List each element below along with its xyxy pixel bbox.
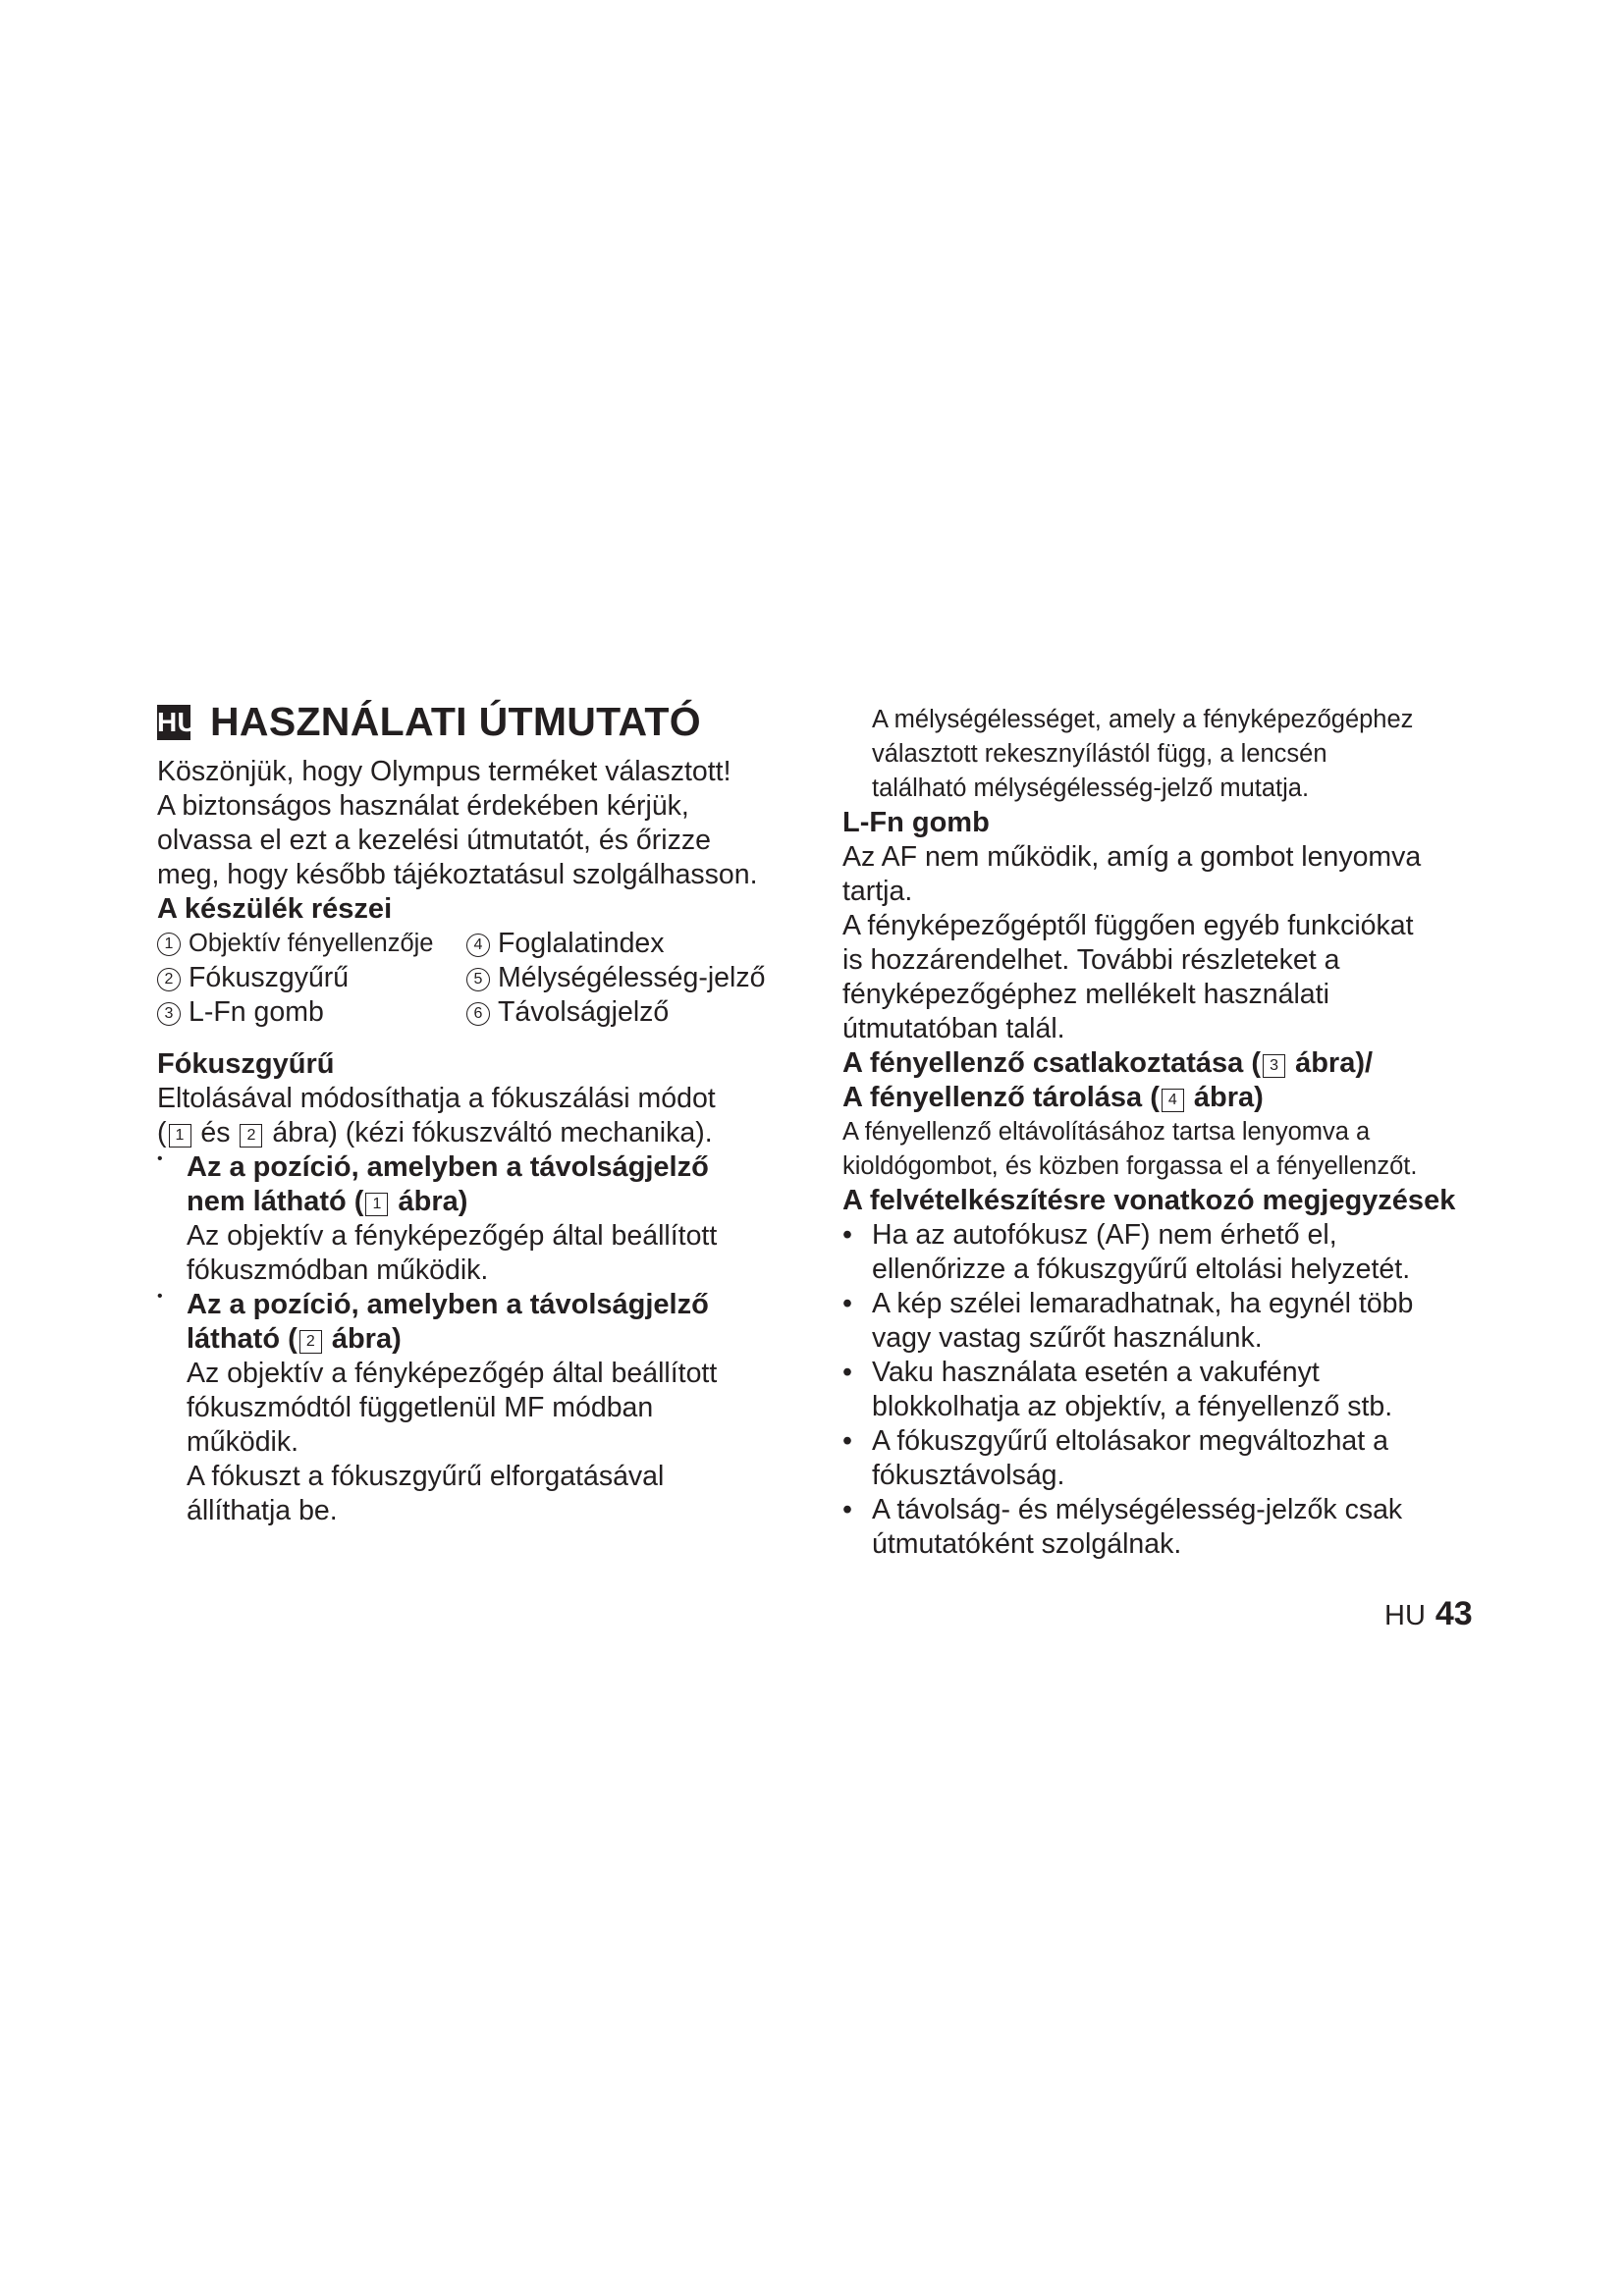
bullet-heading [187, 1322, 795, 1357]
text-fragment: nem látható ( [187, 1186, 364, 1217]
intro-line: olvassa el ezt a kezelési útmutatót, és őrizze [157, 825, 711, 856]
title-text: HASZNÁLATI ÚTMUTATÓ [210, 699, 701, 744]
lfn-line: is hozzárendelhet. További részleteket a [842, 944, 1340, 976]
focus-ring-heading: Fókuszgyűrű [157, 1048, 335, 1080]
right-column [842, 703, 1490, 1562]
focus-bullet [157, 1288, 795, 1528]
notes-list [842, 1218, 1490, 1562]
text-fragment: látható ( [187, 1323, 298, 1355]
lfn-text [842, 840, 1490, 1046]
intro-line: meg, hogy később tájékoztatásul szolgálhasson. [157, 859, 758, 890]
language-badge: HU [157, 705, 190, 740]
part-number: 1 [157, 933, 181, 956]
note-line: • Vaku használata esetén a vakufényt [872, 1357, 1320, 1388]
page-number: 43 [1435, 1595, 1473, 1632]
text-fragment: ábra) [323, 1323, 402, 1355]
note-line: ellenőrizze a fókuszgyűrű eltolási helyzetét. [872, 1254, 1411, 1285]
focus-ring-line: Eltolásával módosíthatja a fókuszálási módot [157, 1083, 716, 1114]
parts-heading: A készülék részei [157, 893, 393, 925]
text-fragment: ( [157, 1117, 167, 1148]
bullet-text: működik. [187, 1426, 299, 1458]
bullet-text: Az objektív a fényképezőgép által beállított [187, 1358, 718, 1389]
intro-line: A biztonságos használat érdekében kérjük, [157, 790, 689, 822]
lfn-line: útmutatóban talál. [842, 1013, 1065, 1044]
part-item [157, 995, 466, 1030]
figure-ref: 1 [365, 1193, 388, 1216]
hood-line: A fényellenző eltávolításához tartsa lenyomva a [842, 1118, 1371, 1146]
part-item [157, 927, 466, 961]
note-item [842, 1356, 1490, 1424]
text-fragment: ábra) (kézi fókuszváltó mechanika). [264, 1117, 713, 1148]
bullet-text: Az objektív a fényképezőgép által beállított [187, 1220, 718, 1252]
intro-text [157, 755, 795, 892]
lfn-line: fényképezőgéphez mellékelt használati [842, 979, 1329, 1010]
footer-language: HU [1384, 1600, 1426, 1631]
focus-bullet [157, 1150, 795, 1288]
focus-ring-line [157, 1116, 795, 1150]
part-label: Foglalatindex [498, 928, 665, 959]
note-line: • A fókuszgyűrű eltolásakor megváltozhat a [872, 1425, 1388, 1457]
text-fragment: ábra)/ [1287, 1047, 1374, 1079]
bullet-text: fókuszmódtól függetlenül MF módban [187, 1392, 654, 1423]
part-label: Fókuszgyűrű [189, 962, 350, 993]
note-item [842, 1493, 1490, 1562]
bullet-text: A fókuszt a fókuszgyűrű elforgatásával [187, 1461, 665, 1492]
note-item [842, 1218, 1490, 1287]
part-item [157, 961, 466, 995]
text-fragment: ábra) [1185, 1082, 1264, 1113]
notes-heading: A felvételkészítésre vonatkozó megjegyzések [842, 1185, 1456, 1216]
figure-ref: 2 [240, 1124, 262, 1148]
part-item [466, 995, 790, 1030]
lfn-line: Az AF nem működik, amíg a gombot lenyomva [842, 841, 1422, 873]
part-label: Objektív fényellenzője [189, 930, 434, 957]
bullet-text: állíthatja be. [187, 1495, 338, 1526]
part-item [466, 961, 790, 995]
bullet-heading [187, 1185, 795, 1219]
part-item [466, 927, 790, 961]
text-fragment: ábra) [390, 1186, 468, 1217]
note-line: fókusztávolság. [872, 1460, 1065, 1491]
text-fragment: és [192, 1117, 239, 1148]
lfn-line: tartja. [842, 876, 913, 907]
note-item [842, 1424, 1490, 1493]
figure-ref: 2 [299, 1330, 322, 1354]
part-number: 4 [466, 934, 490, 957]
part-label: L-Fn gomb [189, 996, 324, 1028]
part-label: Mélységélesség-jelző [498, 962, 766, 993]
intro-line: Köszönjük, hogy Olympus terméket választott! [157, 756, 731, 787]
part-label: Távolságjelző [498, 996, 670, 1028]
note-line: • A távolság- és mélységélesség-jelzők csak [872, 1494, 1403, 1525]
bullet-text: fókuszmódban működik. [187, 1255, 489, 1286]
part-number: 2 [157, 968, 181, 991]
depth-line: A mélységélességet, amely a fényképezőgéphez [872, 706, 1414, 733]
depth-of-field-text [842, 703, 1490, 806]
figure-ref: 1 [169, 1124, 191, 1148]
text-fragment: A fényellenző csatlakoztatása ( [842, 1047, 1262, 1079]
note-line: blokkolhatja az objektív, a fényellenző stb. [872, 1391, 1393, 1422]
part-number: 3 [157, 1002, 181, 1026]
note-item [842, 1287, 1490, 1356]
note-line: • A kép szélei lemaradhatnak, ha egynél több [872, 1288, 1414, 1319]
lfn-line: A fényképezőgéptől függően egyéb funkciókat [842, 910, 1414, 941]
bullet-heading: • Az a pozíció, amelyben a távolságjelző [187, 1151, 709, 1183]
hood-line: kioldógombot, és közben forgassa el a fényellenzőt. [842, 1152, 1418, 1180]
focus-ring-text [157, 1082, 795, 1150]
hood-text [842, 1115, 1490, 1184]
depth-line: található mélységélesség-jelző mutatja. [872, 774, 1310, 802]
part-number: 6 [466, 1002, 490, 1026]
hood-heading [842, 1046, 1490, 1081]
note-line: • Ha az autofókusz (AF) nem érhető el, [872, 1219, 1337, 1251]
text-fragment: A fényellenző tárolása ( [842, 1082, 1160, 1113]
page-footer [1384, 1595, 1473, 1633]
figure-ref: 3 [1263, 1054, 1285, 1078]
left-column [157, 699, 795, 1528]
bullet-heading: • Az a pozíció, amelyben a távolságjelző [187, 1289, 709, 1320]
note-line: útmutatóként szolgálnak. [872, 1528, 1182, 1560]
note-line: vagy vastag szűrőt használunk. [872, 1322, 1263, 1354]
parts-list [157, 927, 795, 1030]
part-number: 5 [466, 968, 490, 991]
page-title [157, 699, 795, 745]
hood-heading [842, 1081, 1490, 1115]
figure-ref: 4 [1162, 1089, 1184, 1112]
depth-line: választott rekesznyílástól függ, a lencsén [872, 740, 1327, 768]
lfn-heading: L-Fn gomb [842, 807, 990, 838]
